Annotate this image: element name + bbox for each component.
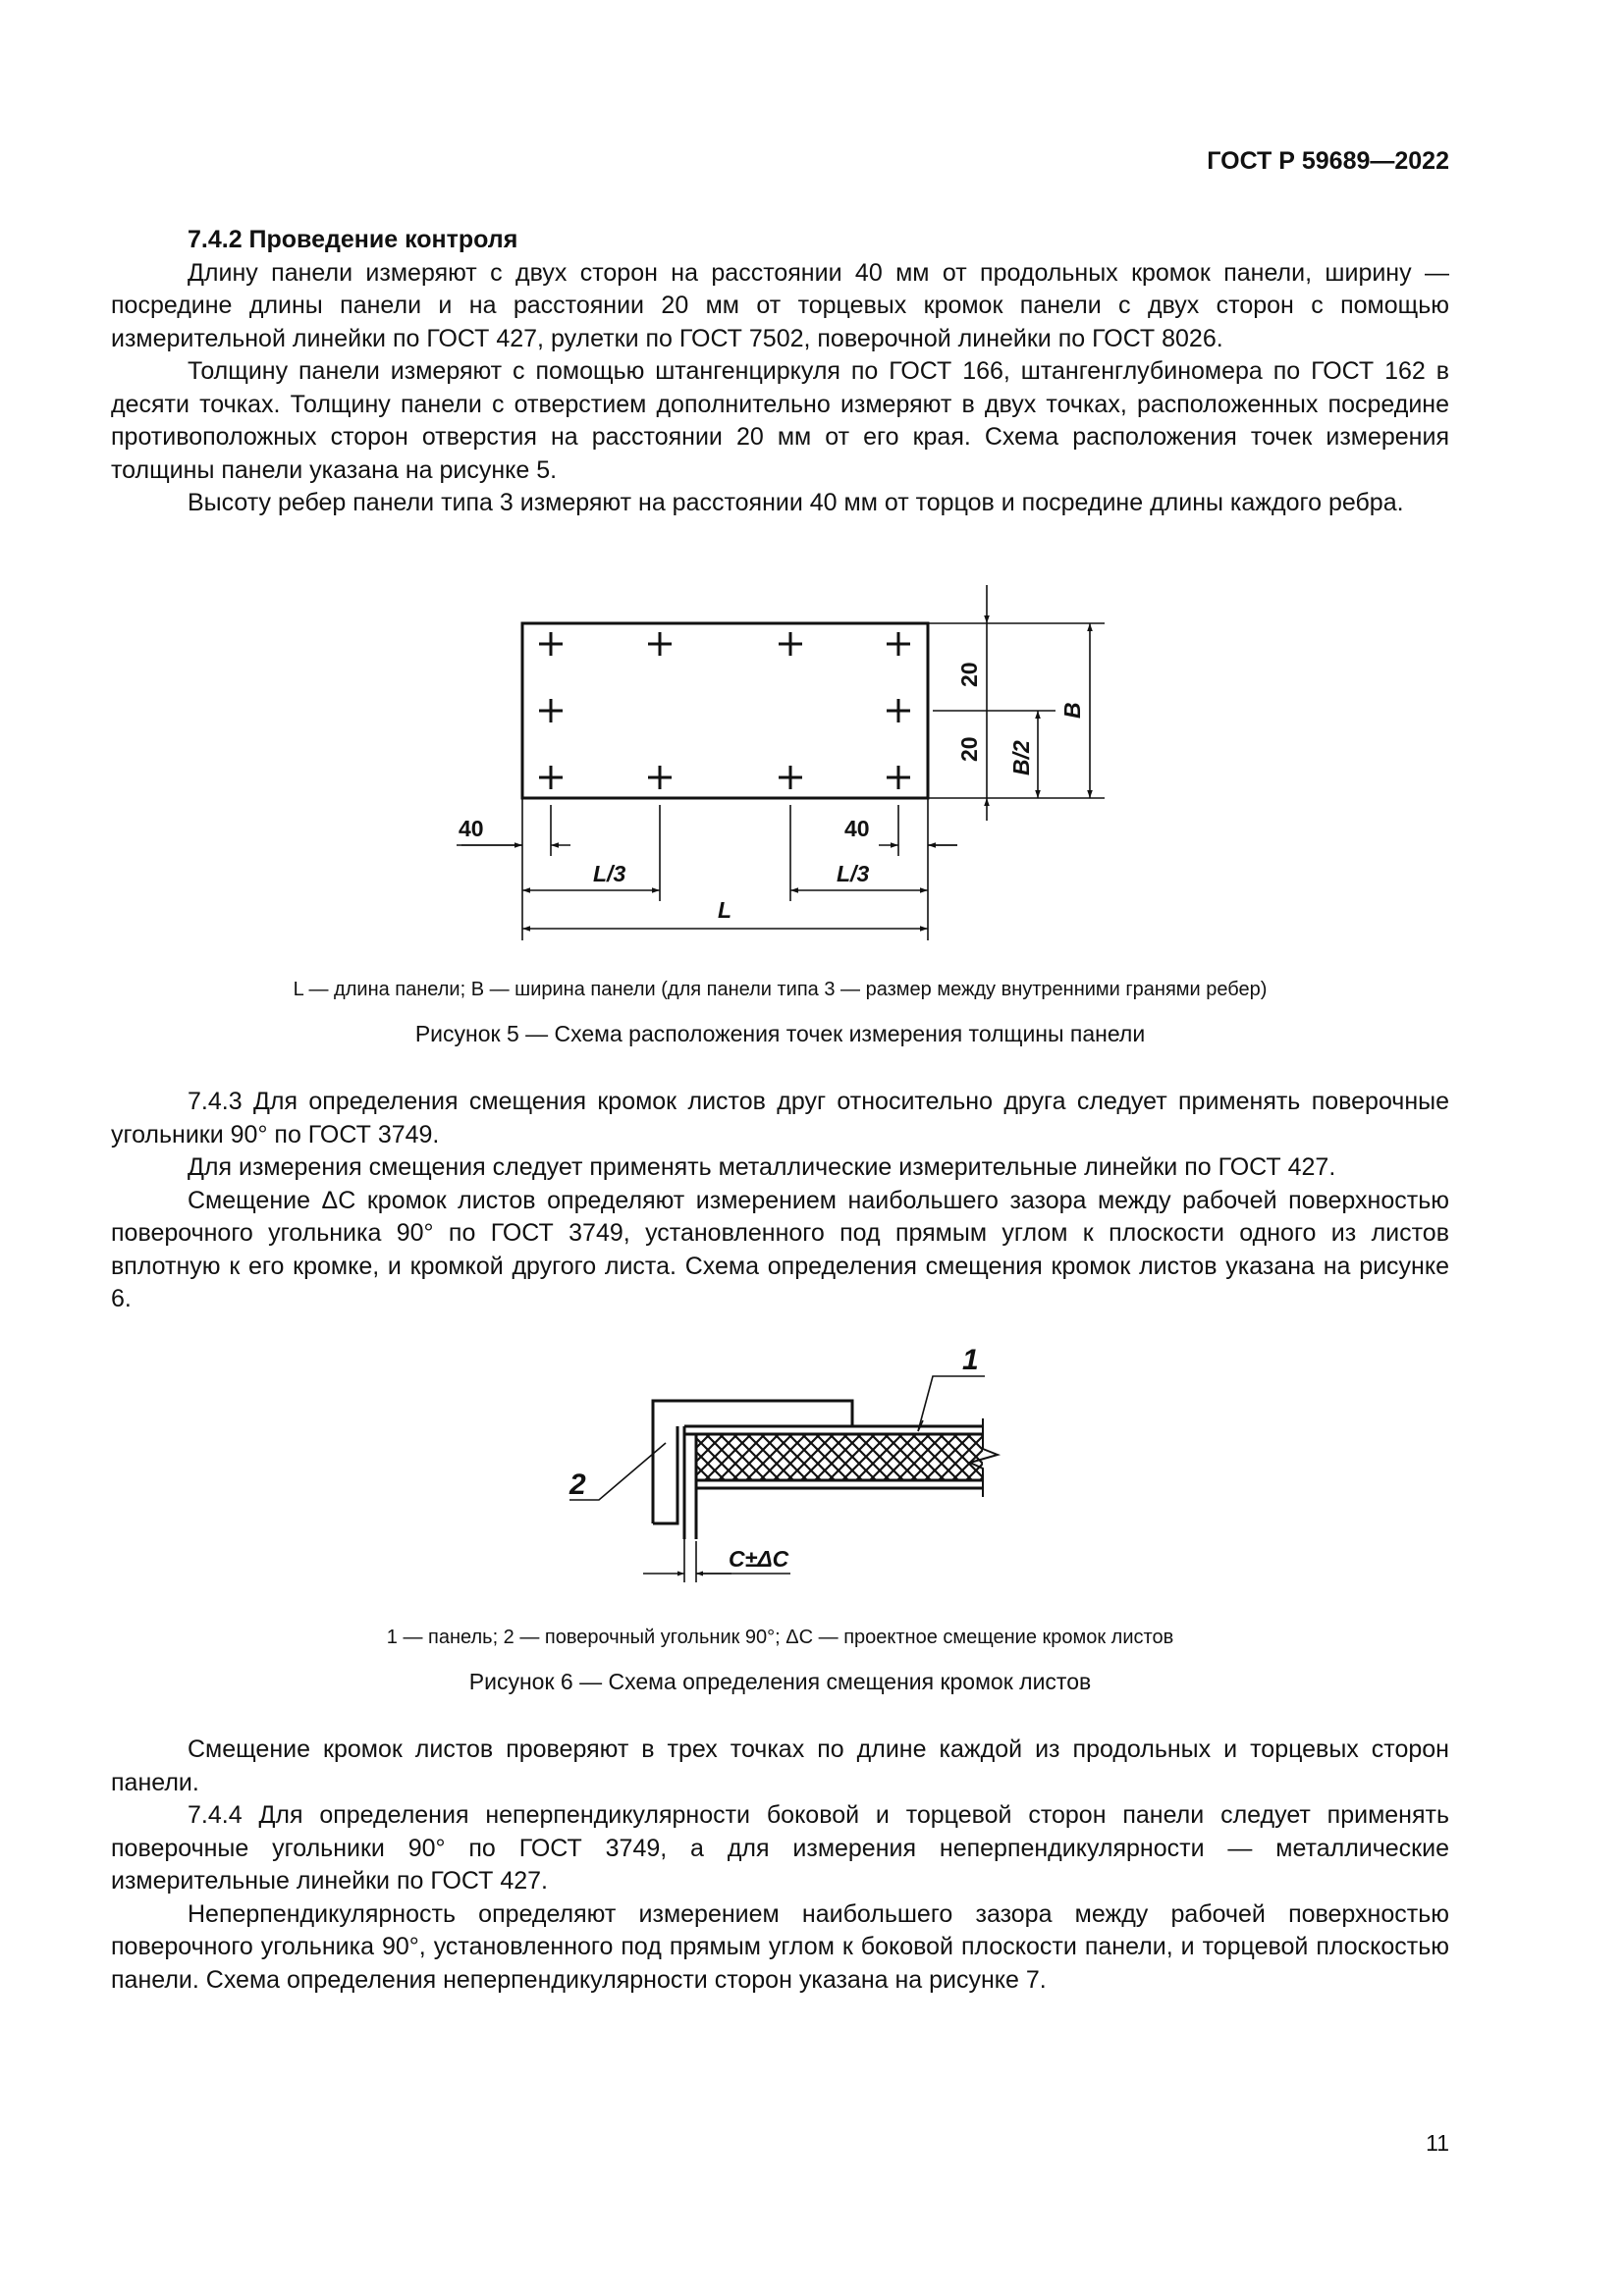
dim-label-l-total: L [718, 897, 732, 923]
section-7-4-4 [111, 1734, 1449, 1997]
dim-label-c-delta-c: C±ΔC [729, 1546, 789, 1572]
section-7-4-2 [111, 224, 1449, 520]
figure-6-caption: Рисунок 6 — Схема определения смещения кромок листов [468, 1669, 1092, 1694]
dim-label-b-total: B [1059, 702, 1085, 719]
figure-5-caption: Рисунок 5 — Схема расположения точек измерения толщины панели [414, 1021, 1146, 1046]
dim-label-20-bottom: 20 [956, 736, 982, 762]
paragraph: Для измерения смещения следует применять металлические измерительные линейки по ГОСТ 427. [188, 1153, 1336, 1181]
page-number: 11 [1426, 2130, 1449, 2156]
dim-label-l-third-left: L/3 [593, 861, 626, 886]
dim-label-40-right: 40 [844, 816, 870, 841]
measurement-points [539, 632, 910, 789]
dim-label-l-third-right: L/3 [837, 861, 870, 886]
section-7-4-3 [111, 1086, 1449, 1316]
paragraph: Смещение кромок листов проверяют в трех точках по длине каждой из продольных и торцевых сторон панели. [111, 1735, 1449, 1796]
section-heading: 7.4.2 Проведение контроля [188, 226, 518, 253]
panel-outline [522, 623, 928, 798]
label-2: 2 [569, 1468, 586, 1501]
figure-5-diagram [0, 579, 1624, 972]
figure-5-legend: L — длина панели; B — ширина панели (для панели типа 3 — размер между внутренними гранями ребер) [293, 979, 1268, 1000]
paragraph: Длину панели измеряют с двух сторон на расстоянии 40 мм от продольных кромок панели, ширину — посредине длины панели и на расстоянии 20 мм от торцевых кромок панели с двух сторон с помощью измерительной линейки по ГОСТ 427, рулетки по ГОСТ 7502, поверочной линейки по ГОСТ 8026. [111, 258, 1449, 352]
paragraph: 7.4.4 Для определения неперпендикулярности боковой и торцевой сторон панели следует применять поверочные угольники 90° по ГОСТ 3749, а для измерения неперпендикулярности — металлические измерительные линейки по ГОСТ 427. [111, 1801, 1449, 1895]
panel-core [696, 1434, 983, 1480]
figure-6-diagram [0, 1325, 1624, 1590]
figure-6-legend: 1 — панель; 2 — поверочный угольник 90°; ΔC — проектное смещение кромок листов [386, 1627, 1174, 1648]
paragraph: Толщину панели измеряют с помощью штангенциркуля по ГОСТ 166, штангенглубиномера по ГОСТ 162 в десяти точках. Толщину панели с отверстием дополнительно измеряют в двух точках, расположенных посредине противоположных сторон отверстия на расстоянии 20 мм от его края. Схема расположения точек измерения толщины панели указана на рисунке 5. [111, 357, 1449, 484]
dim-label-b-half: B/2 [1008, 740, 1034, 775]
document-header: ГОСТ Р 59689—2022 [1207, 147, 1449, 175]
paragraph: Смещение ΔC кромок листов определяют измерением наибольшего зазора между рабочей поверхностью поверочного угольника 90° по ГОСТ 3749, установленного под прямым углом к плоскости одного из листов вплотную к его кромке, и кромкой другого листа. Схема определения смещения кромок листов указана на рисунке 6. [111, 1186, 1449, 1312]
paragraph: Неперпендикулярность определяют измерением наибольшего зазора между рабочей поверхностью поверочного угольника 90°, установленного под прямым углом к боковой плоскости панели, и торцевой плоскостью панели. Схема определения неперпендикулярности сторон указана на рисунке 7. [111, 1899, 1449, 1994]
label-1: 1 [962, 1344, 979, 1376]
dim-label-20-top: 20 [956, 662, 982, 687]
dim-label-40-left: 40 [459, 816, 484, 841]
paragraph: Высоту ребер панели типа 3 измеряют на расстоянии 40 мм от торцов и посредине длины каждого ребра. [188, 489, 1404, 516]
paragraph: 7.4.3 Для определения смещения кромок листов друг относительно друга следует применять поверочные угольники 90° по ГОСТ 3749. [111, 1088, 1449, 1148]
